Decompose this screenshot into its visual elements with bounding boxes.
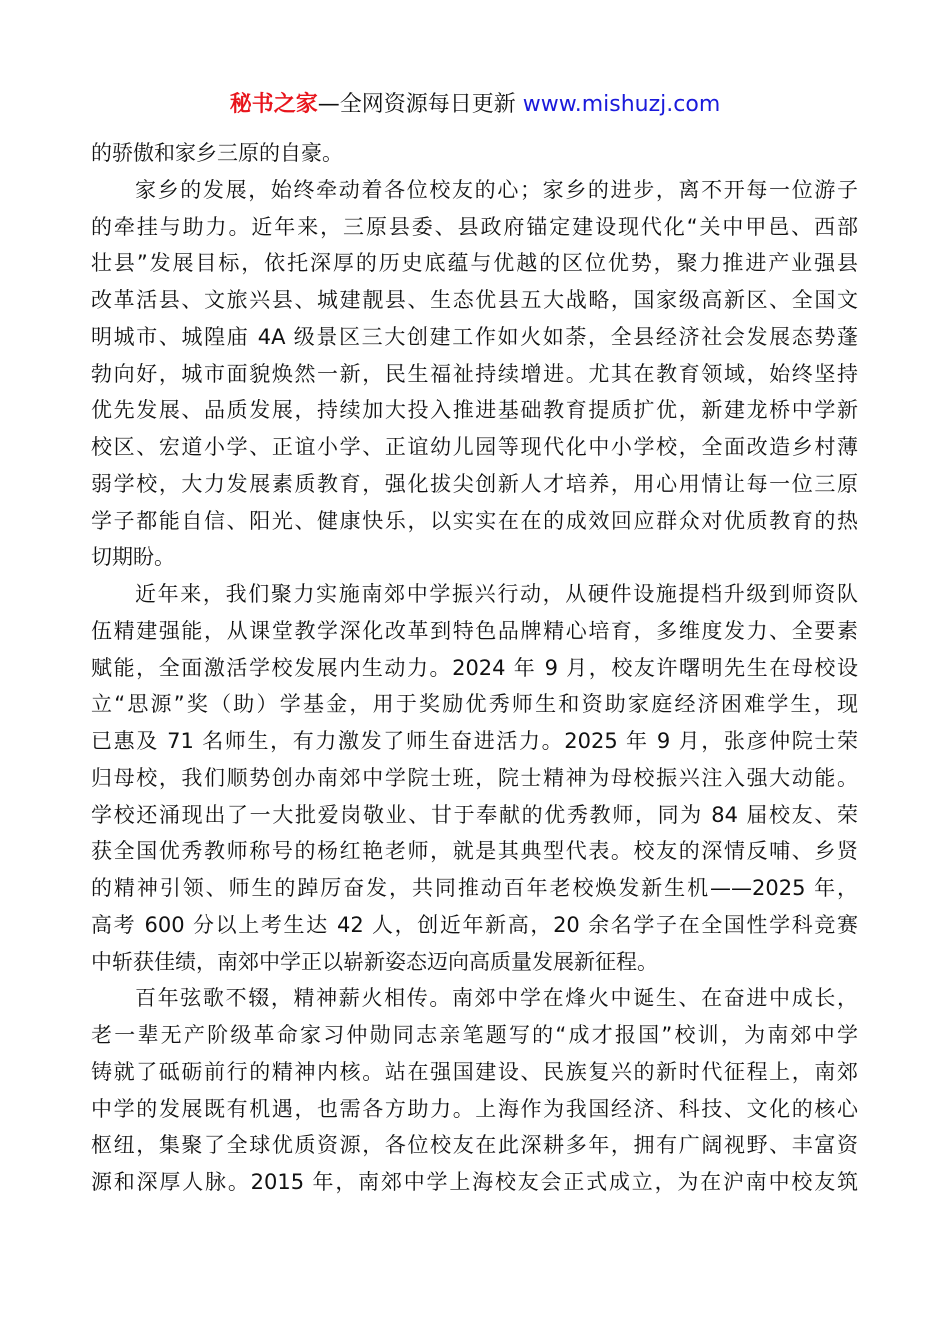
paragraph-line: 源和深厚人脉。2015 年，南郊中学上海校友会正式成立，为在沪南中校友筑 (91, 1170, 858, 1194)
paragraph-line: 弱学校，大力发展素质教育，强化拔尖创新人才培养，用心用情让每一位三原 (91, 471, 858, 496)
site-url-link[interactable]: www.mishuzj.com (522, 92, 721, 117)
paragraph-line: 的精神引领、师生的踔厉奋发，共同推动百年老校焕发新生机——2025 年， (91, 876, 858, 900)
paragraph-line: 百年弦歌不辍，精神薪火相传。南郊中学在烽火中诞生、在奋进中成长， (135, 986, 858, 1011)
paragraph-line: 铸就了砥砺前行的精神内核。站在强国建设、民族复兴的新时代征程上，南郊 (91, 1059, 858, 1084)
paragraph-line: 中斩获佳绩，南郊中学正以崭新姿态迈向高质量发展新征程。 (91, 949, 658, 974)
watermark-header (0, 88, 950, 122)
paragraph-line: 赋能，全面激活学校发展内生动力。2024 年 9 月，校友许曙明先生在母校设 (91, 655, 858, 680)
paragraph-line: 伍精建强能，从课堂教学深化改革到特色品牌精心培育，多维度发力、全要素 (91, 618, 858, 643)
paragraph-line: 学子都能自信、阳光、健康快乐，以实实在在的成效回应群众对优质教育的热 (91, 508, 858, 533)
paragraph-line: 获全国优秀教师称号的杨红艳老师，就是其典型代表。校友的深情反哺、乡贤 (91, 839, 858, 864)
paragraph (91, 172, 858, 576)
paragraph-line: 归母校，我们顺势创办南郊中学院士班，院士精神为母校振兴注入强大动能。 (91, 765, 858, 790)
paragraph (91, 980, 858, 1201)
paragraph-line: 的骄傲和家乡三原的自豪。 (91, 141, 343, 165)
paragraph-line: 的牵挂与助力。近年来，三原县委、县政府锚定建设现代化“关中甲邑、西部 (91, 214, 858, 239)
paragraph-line: 枢纽，集聚了全球优质资源，各位校友在此深耕多年，拥有广阔视野、丰富资 (91, 1133, 858, 1158)
paragraph-line: 中学的发展既有机遇，也需各方助力。上海作为我国经济、科技、文化的核心 (91, 1096, 858, 1121)
paragraph-line: 壮县”发展目标，依托深厚的历史底蕴与优越的区位优势，聚力推进产业强县 (91, 251, 858, 276)
paragraph-line: 立“思源”奖（助）学基金，用于奖励优秀师生和资助家庭经济困难学生，现 (91, 692, 858, 717)
document-body (91, 135, 858, 1201)
paragraph-line: 学校还涌现出了一大批爱岗敬业、甘于奉献的优秀教师，同为 84 届校友、荣 (91, 802, 858, 827)
paragraph-line: 已惠及 71 名师生，有力激发了师生奋进活力。2025 年 9 月，张彦仲院士荣 (91, 729, 858, 753)
paragraph-line: 优先发展、品质发展，持续加大投入推进基础教育提质扩优，新建龙桥中学新 (91, 398, 858, 423)
paragraph (91, 576, 858, 980)
paragraph (91, 135, 858, 172)
paragraph-line: 明城市、城隍庙 4A 级景区三大创建工作如火如荼，全县经济社会发展态势蓬 (91, 324, 858, 349)
brand-name: 秘书之家 (229, 92, 318, 117)
paragraph-line: 改革活县、文旅兴县、城建靓县、生态优县五大战略，国家级高新区、全国文 (91, 288, 858, 312)
paragraph-line: 切期盼。 (91, 545, 175, 570)
paragraph-line: 勃向好，城市面貌焕然一新，民生福祉持续增进。尤其在教育领域，始终坚持 (91, 361, 858, 386)
paragraph-line: 高考 600 分以上考生达 42 人，创近年新高，20 余名学子在全国性学科竞赛 (91, 912, 858, 937)
paragraph-line: 家乡的发展，始终牵动着各位校友的心；家乡的进步，离不开每一位游子 (135, 177, 858, 202)
header-tagline: —全网资源每日更新 (317, 92, 516, 117)
paragraph-line: 老一辈无产阶级革命家习仲勋同志亲笔题写的“成才报国”校训，为南郊中学 (91, 1023, 858, 1047)
paragraph-line: 近年来，我们聚力实施南郊中学振兴行动，从硬件设施提档升级到师资队 (135, 582, 858, 606)
paragraph-line: 校区、宏道小学、正谊小学、正谊幼儿园等现代化中小学校，全面改造乡村薄 (91, 435, 858, 459)
